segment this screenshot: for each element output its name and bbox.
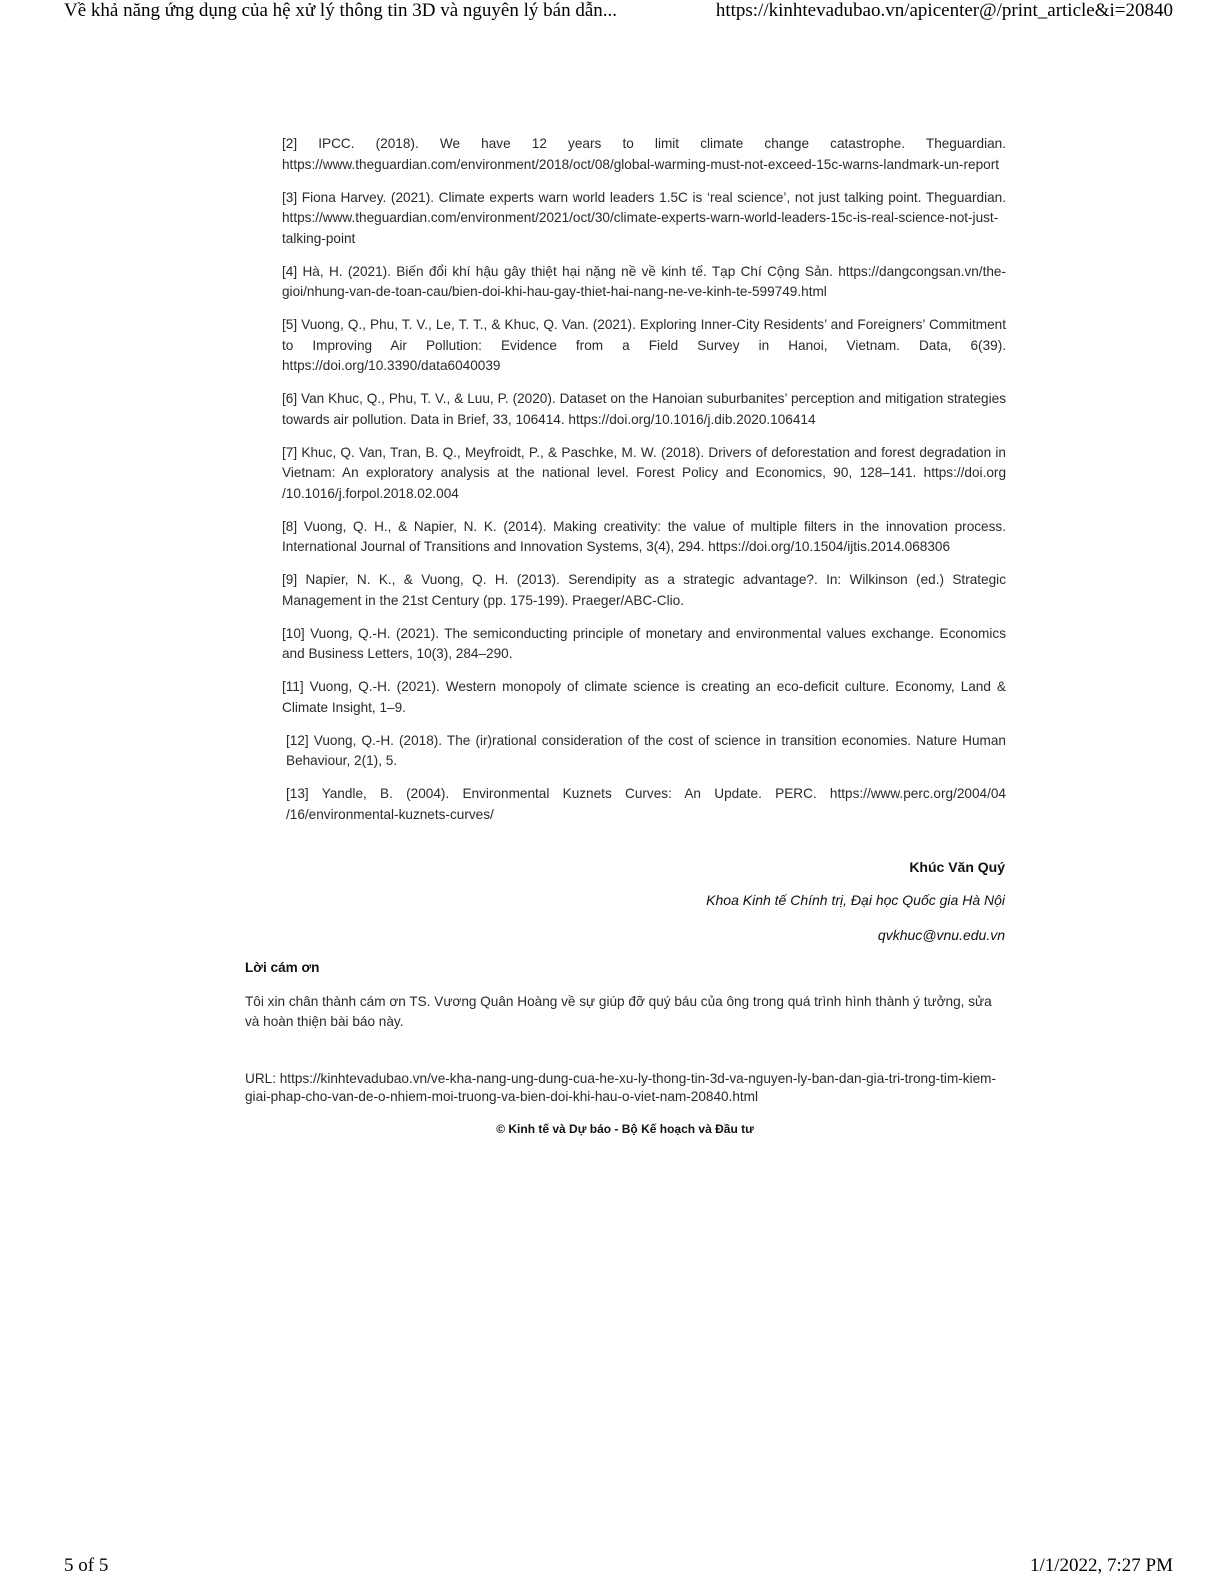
author-signature — [706, 857, 1005, 945]
reference-item: [4] Hà, H. (2021). Biến đổi khí hậu gây thiệt hại nặng nề về kinh tế. Tạp Chí Cộng Sản. https://dangcongsan.vn/the-gioi/nhung-van-de-toan-cau/bien-doi-khi-hau-gay-thiet-hai-nang-ne-ve-kinh-te-599749.html — [282, 263, 1006, 299]
reference-item: [13] Yandle, B. (2004). Environmental Kuznets Curves: An Update. PERC. https://www.perc.org/2004/04 /16/environmental-kuznets-curves/ — [286, 786, 1006, 822]
reference-item: [6] Van Khuc, Q., Phu, T. V., & Luu, P. (2020). Dataset on the Hanoian suburbanites’ perception and mitigation strategies towards air pollution. Data in Brief, 33, 106414. https://doi.org/10.1016/j.dib.2020.106414 — [282, 391, 1006, 427]
reference-item: [12] Vuong, Q.-H. (2018). The (ir)rational consideration of the cost of science in transition economies. Nature Human Behaviour, 2(1), 5. — [286, 732, 1006, 768]
reference-item: [8] Vuong, Q. H., & Napier, N. K. (2014). Making creativity: the value of multiple filters in the innovation process. International Journal of Transitions and Innovation Systems, 3(4), 294. https://doi.org/10.1504/ijtis.2014.068306 — [282, 518, 1006, 554]
acknowledgement-body: Tôi xin chân thành cám ơn TS. Vương Quân Hoàng về sự giúp đỡ quý báu của ông trong quá trình hình thành ý tưởng, sửa và hoàn thiện bài báo này. — [245, 994, 992, 1029]
author-email: qvkhuc@vnu.edu.vn — [877, 927, 1005, 943]
reference-item: [2] IPCC. (2018). We have 12 years to limit climate change catastrophe. Theguardian. https://www.theguardian.com/environment/2018/oct/08/global-warming-must-not-exceed-15c-warns-landmark-un-report — [282, 136, 1006, 172]
page-number: 5 of 5 — [64, 1555, 109, 1576]
print-header-title: Về khả năng ứng dụng của hệ xử lý thông tin 3D và nguyên lý bán dẫn... — [64, 0, 618, 21]
article-url: URL: https://kinhtevadubao.vn/ve-kha-nang-ung-dung-cua-he-xu-ly-thong-tin-3d-va-nguyen-ly-ban-dan-gia-tri-trong-tim-kiem-giai-phap-cho-van-de-o-nhiem-moi-truong-va-bien-doi-khi-hau-o-viet-nam-20840.html — [245, 1071, 997, 1104]
reference-item: [11] Vuong, Q.-H. (2021). Western monopoly of climate science is creating an eco-deficit culture. Economy, Land & Climate Insight, 1–9. — [282, 679, 1006, 715]
author-name: Khúc Văn Quý — [909, 859, 1005, 875]
acknowledgement-section — [245, 958, 1005, 1032]
print-header — [64, 0, 1173, 22]
reference-item: [5] Vuong, Q., Phu, T. V., Le, T. T., & Khuc, Q. Van. (2021). Exploring Inner-City Residents’ and Foreigners’ Commitment to Improving Air Pollution: Evidence from a Field Survey in Hanoi, Vietnam. Data, 6(39). https://doi.org/10.3390/data6040039 — [282, 317, 1006, 373]
reference-item: [9] Napier, N. K., & Vuong, Q. H. (2013). Serendipity as a strategic advantage?. In: Wilkinson (ed.) Strategic Management in the 21st Century (pp. 175-199). Praeger/ABC-Clio. — [282, 572, 1006, 608]
print-footer — [64, 1555, 1173, 1577]
print-header-url: https://kinhtevadubao.vn/apicenter@/print_article&i=20840 — [715, 0, 1173, 21]
references-list — [282, 134, 1006, 838]
copyright-notice: © Kinh tế và Dự báo - Bộ Kế hoạch và Đầu tư — [496, 1122, 754, 1136]
acknowledgement-title: Lời cám ơn — [245, 960, 320, 975]
print-datetime: 1/1/2022, 7:27 PM — [1029, 1555, 1173, 1576]
reference-item: [3] Fiona Harvey. (2021). Climate experts warn world leaders 1.5C is ‘real science’, not just talking point. Theguardian. https://www.theguardian.com/environment/2021/oct/30/climate-experts-warn-world-leaders-15c-is-real-science-not-just-talking-point — [282, 189, 1006, 246]
author-affiliation: Khoa Kinh tế Chính trị, Đại học Quốc gia Hà Nội — [706, 892, 1005, 908]
reference-item: [10] Vuong, Q.-H. (2021). The semiconducting principle of monetary and environmental values exchange. Economics and Business Letters, 10(3), 284–290. — [282, 625, 1006, 661]
reference-item: [7] Khuc, Q. Van, Tran, B. Q., Meyfroidt, P., & Paschke, M. W. (2018). Drivers of deforestation and forest degradation in Vietnam: An exploratory analysis at the national level. Forest Policy and Economics, 90, 128–141. https://doi.org /10.1016/j.forpol.2018.02.004 — [282, 444, 1006, 501]
